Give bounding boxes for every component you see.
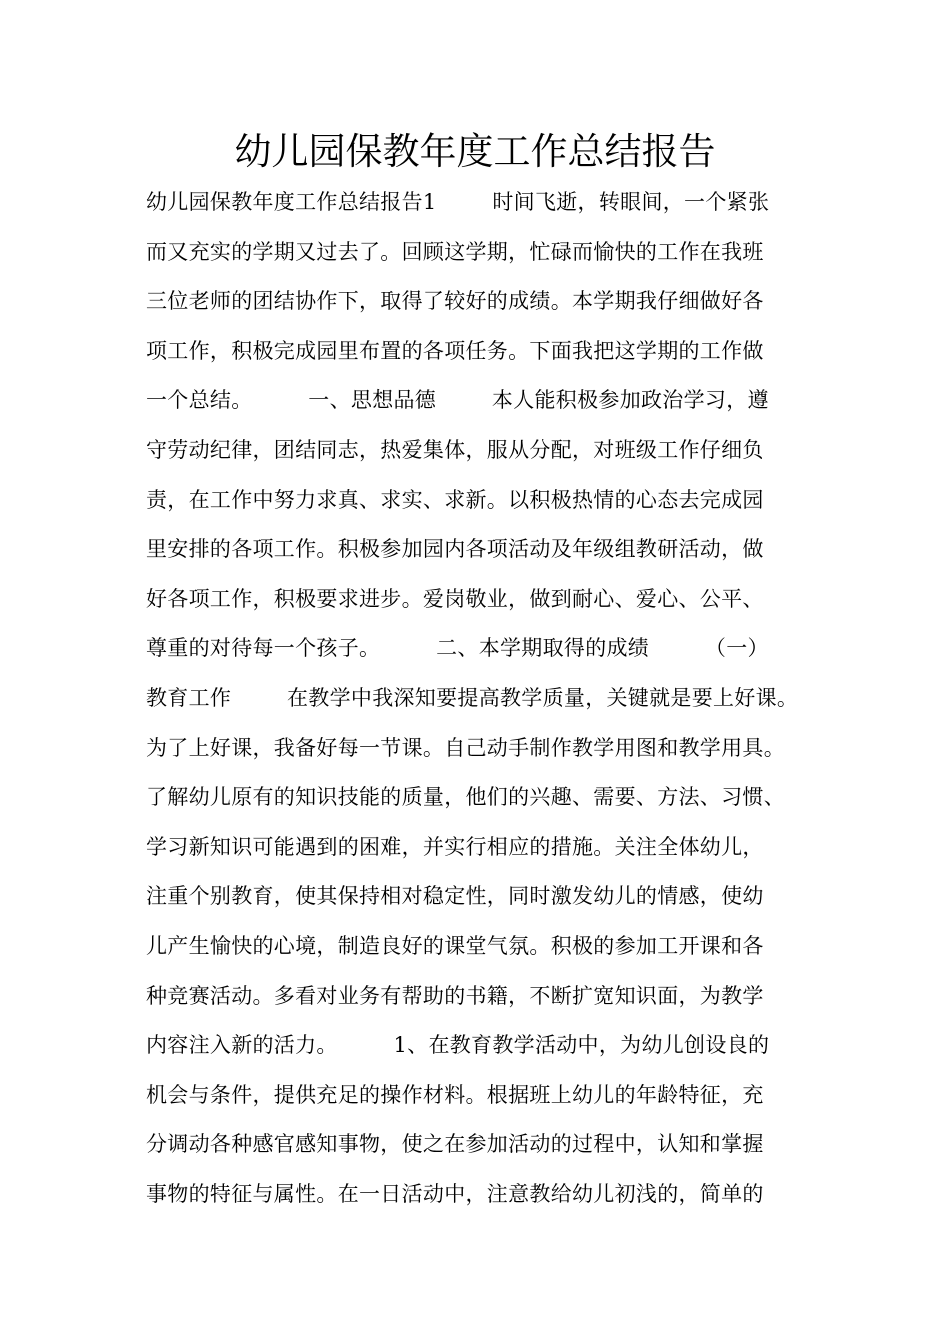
body-line: 守劳动纪律，团结同志，热爱集体，服从分配，对班级工作仔细负 xyxy=(146,437,764,462)
document-title: 幼儿园保教年度工作总结报告 xyxy=(234,130,716,173)
body-line: 学习新知识可能遇到的困难，并实行相应的措施。关注全体幼儿， xyxy=(146,834,764,859)
body-line: 幼儿园保教年度工作总结报告1 时间飞逝，转眼间，一个紧张 xyxy=(146,190,770,214)
body-line: 内容注入新的活力。 1、在教育教学活动中，为幼儿创设良的 xyxy=(146,1033,770,1058)
body-line: 了解幼儿原有的知识技能的质量，他们的兴趣、需要、方法、习惯、 xyxy=(146,785,785,810)
body-line: 尊重的对待每一个孩子。 二、本学期取得的成绩 （一） xyxy=(146,636,769,661)
body-line: 注重个别教育，使其保持相对稳定性，同时激发幼儿的情感，使幼 xyxy=(146,884,764,909)
body-line: 里安排的各项工作。积极参加园内各项活动及年级组教研活动，做 xyxy=(146,537,764,562)
document-body xyxy=(146,182,836,1223)
body-line: 而又充实的学期又过去了。回顾这学期，忙碌而愉快的工作在我班 xyxy=(146,239,764,264)
body-line: 三位老师的团结协作下，取得了较好的成绩。本学期我仔细做好各 xyxy=(146,289,764,314)
body-line: 项工作，积极完成园里布置的各项任务。下面我把这学期的工作做 xyxy=(146,338,764,363)
body-line: 为了上好课，我备好每一节课。自己动手制作教学用图和教学用具。 xyxy=(146,735,785,760)
body-line: 机会与条件，提供充足的操作材料。根据班上幼儿的年龄特征，充 xyxy=(146,1082,764,1107)
body-line: 种竞赛活动。多看对业务有帮助的书籍，不断扩宽知识面，为教学 xyxy=(146,983,764,1008)
body-line: 事物的特征与属性。在一日活动中，注意教给幼儿初浅的，简单的 xyxy=(146,1181,764,1206)
body-line: 责，在工作中努力求真、求实、求新。以积极热情的心态去完成园 xyxy=(146,487,764,512)
body-line: 好各项工作，积极要求进步。爱岗敬业，做到耐心、爱心、公平、 xyxy=(146,586,764,611)
body-line: 教育工作 在教学中我深知要提高教学质量，关键就是要上好课。 xyxy=(146,685,799,710)
body-line: 一个总结。 一、思想品德 本人能积极参加政治学习，遵 xyxy=(146,388,769,413)
body-line: 儿产生愉快的心境，制造良好的课堂气氛。积极的参加工开课和各 xyxy=(146,933,764,958)
body-line: 分调动各种感官感知事物，使之在参加活动的过程中，认知和掌握 xyxy=(146,1132,764,1157)
